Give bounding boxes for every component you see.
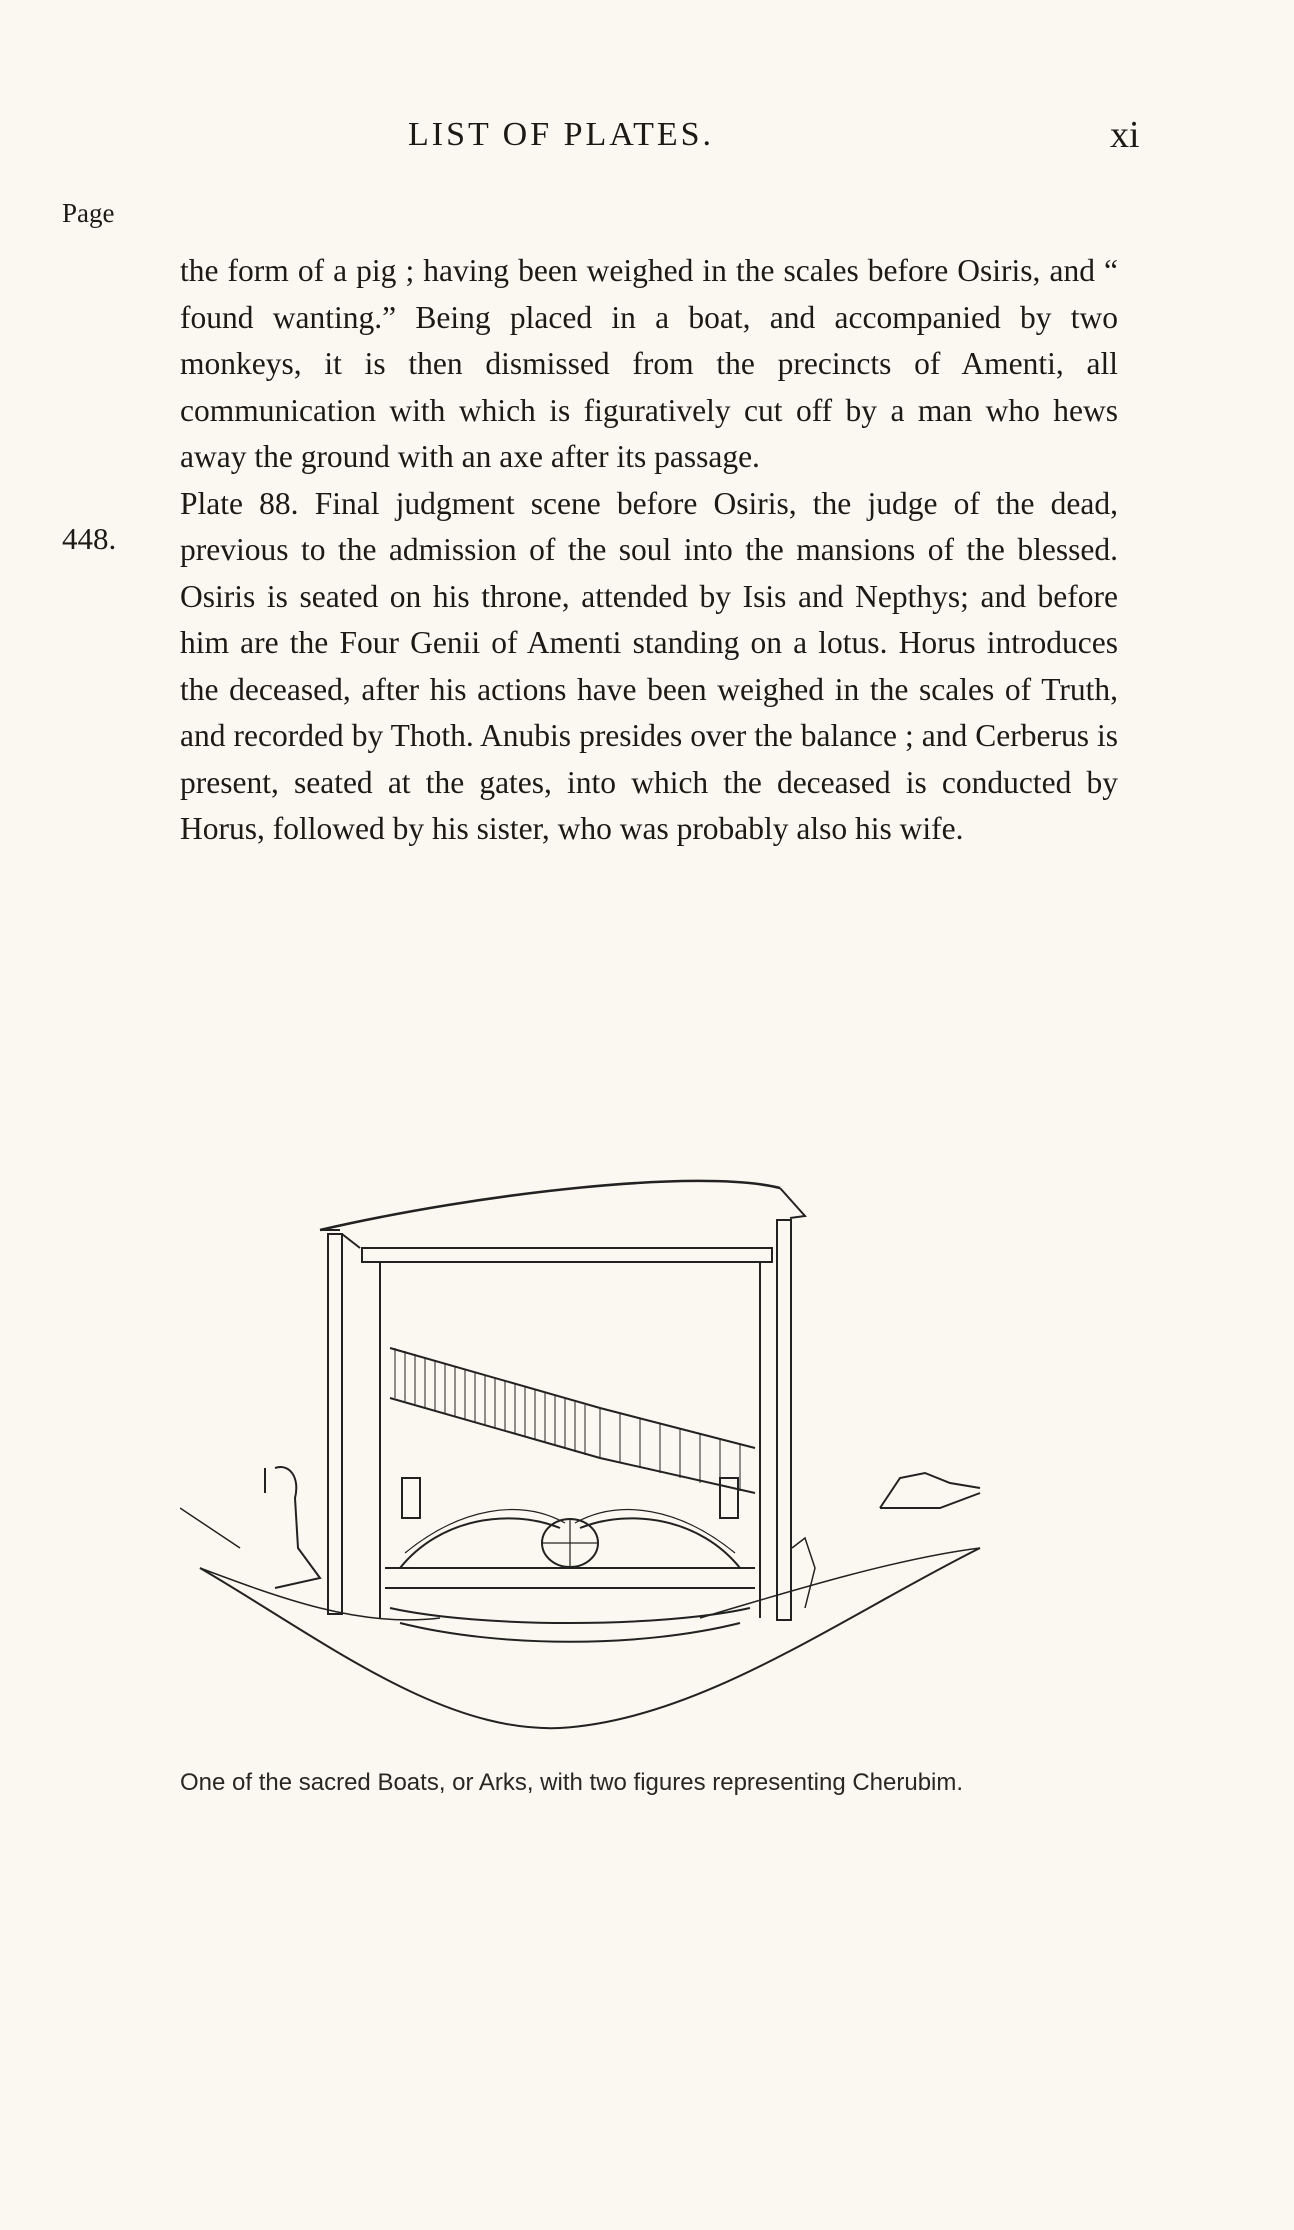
page-number: xi [1110, 114, 1140, 156]
page-header [0, 110, 1294, 160]
entry-text: the form of a pig ; having been weighed in the scales before Osiris, and “ found wanting.” Being placed in a boat, and accompanied by two monkeys, it is then dismissed from the precincts of Amenti, all communication with which is figuratively cut off by a man who hews away the ground with an axe after its passage. [180, 253, 1118, 474]
running-title: LIST OF PLATES. [408, 116, 715, 153]
page-column-label: Page [62, 198, 115, 228]
figure-caption: One of the sacred Boats, or Arks, with two figures representing Cherubim. [180, 1769, 964, 1796]
body-text [180, 248, 1118, 853]
entry-number: 448. [62, 521, 117, 556]
sacred-boat-illustration [180, 1148, 1020, 1748]
sacred-boat-engraving [180, 1148, 1020, 1748]
entry-text: Plate 88. Final judgment scene before Osiris, the judge of the dead, previous to the admission of the soul into the mansions of the blessed. Osiris is seated on his throne, attended by Isis and Nepthys; and before him are the Four Genii of Amenti standing on a lotus. Horus introduces the deceased, after his actions have been weighed in the scales of Truth, and recorded by Thoth. Anubis presides over the balance ; and Cerberus is present, seated at the gates, into which the deceased is conducted by Horus, followed by his sister, who was probably also his wife. [180, 485, 1118, 846]
